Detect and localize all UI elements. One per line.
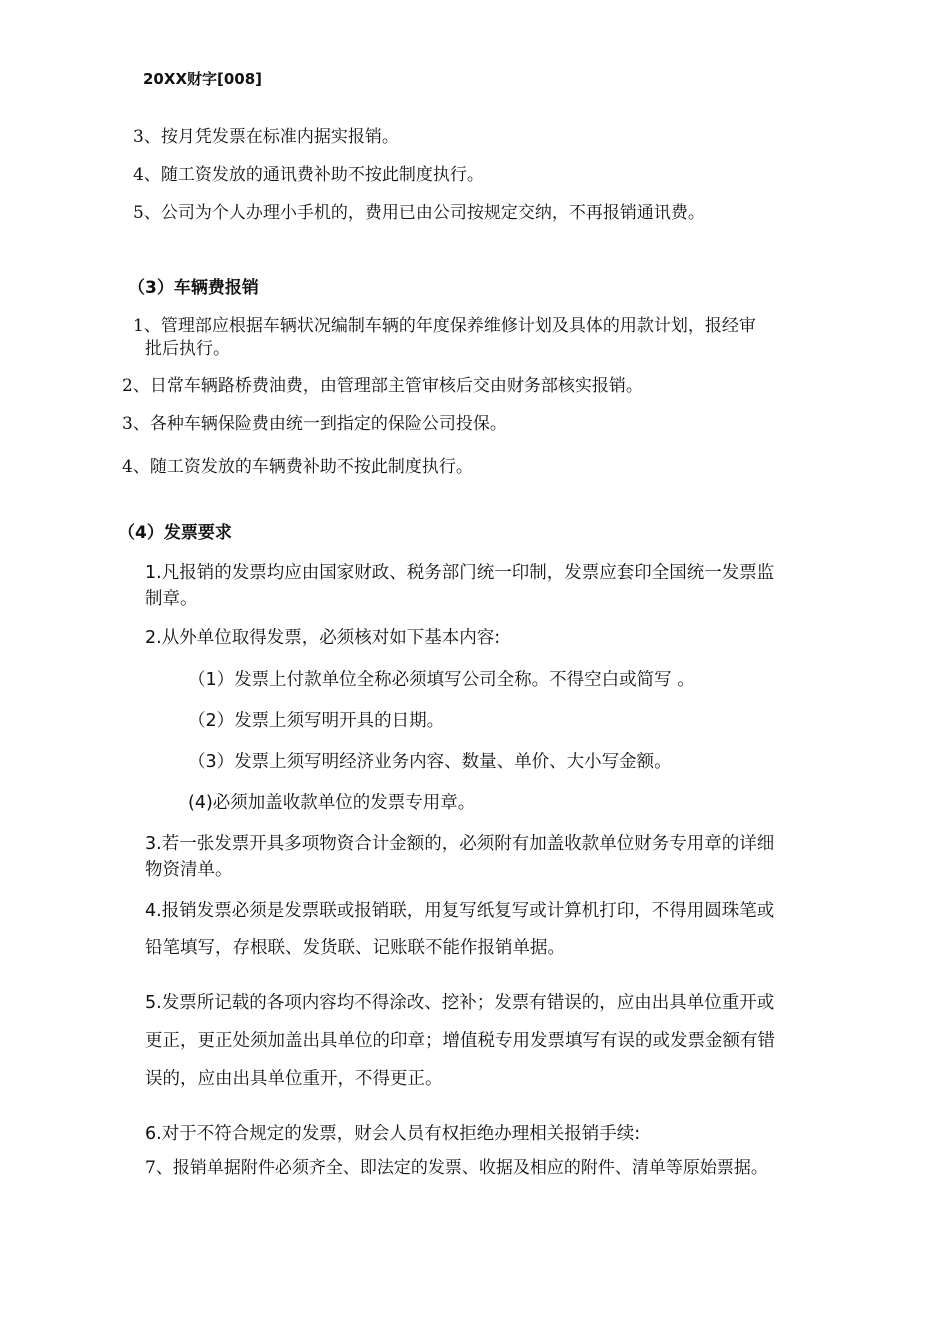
vehicle-item-4: 4、随工资发放的车辆费补助不按此制度执行。 [122, 457, 473, 477]
vehicle-item-3: 3、各种车辆保险费由统一到指定的保险公司投保。 [122, 414, 507, 434]
telecom-item-5: 5、公司为个人办理小手机的，费用已由公司按规定交纳，不再报销通讯费。 [133, 203, 705, 223]
vehicle-item-1-line-1: 1、管理部应根据车辆状况编制车辆的年度保养维修计划及具体的用款计划，报经审 [133, 316, 756, 336]
invoice-item-2: 2.从外单位取得发票，必须核对如下基本内容: [145, 628, 501, 648]
invoice-item-5-line-1: 5.发票所记载的各项内容均不得涂改、挖补；发票有错误的，应由出具单位重开或 [145, 993, 775, 1013]
telecom-item-4: 4、随工资发放的通讯费补助不按此制度执行。 [133, 165, 484, 185]
telecom-item-3: 3、按月凭发票在标准内据实报销。 [133, 127, 399, 147]
invoice-sub-3: （3）发票上须写明经济业务内容、数量、单价、大小写金额。 [188, 752, 672, 772]
vehicle-heading: （3）车辆费报销 [128, 278, 259, 298]
invoice-item-3-line-1: 3.若一张发票开具多项物资合计金额的，必须附有加盖收款单位财务专用章的详细 [145, 834, 775, 854]
invoice-item-1-line-1: 1.凡报销的发票均应由国家财政、税务部门统一印制，发票应套印全国统一发票监 [145, 563, 775, 583]
invoice-item-4-line-2: 铅笔填写，存根联、发货联、记账联不能作报销单据。 [145, 938, 565, 958]
invoice-item-6: 6.对于不符合规定的发票，财会人员有权拒绝办理相关报销手续: [145, 1124, 641, 1144]
invoice-item-5-line-2: 更正，更正处须加盖出具单位的印章；增值税专用发票填写有误的或发票金额有错 [145, 1031, 775, 1051]
invoice-sub-4: (4)必须加盖收款单位的发票专用章。 [188, 793, 476, 813]
vehicle-item-2: 2、日常车辆路桥费油费，由管理部主管审核后交由财务部核实报销。 [122, 376, 643, 396]
invoice-sub-2: （2）发票上须写明开具的日期。 [188, 711, 445, 731]
doc-code: 20XX财字[008] [143, 70, 263, 88]
invoice-sub-1: （1）发票上付款单位全称必须填写公司全称。不得空白或简写 。 [188, 670, 695, 690]
invoice-item-4-line-1: 4.报销发票必须是发票联或报销联，用复写纸复写或计算机打印，不得用圆珠笔或 [145, 901, 775, 921]
invoice-item-7: 7、报销单据附件必须齐全、即法定的发票、收据及相应的附件、清单等原始票据。 [145, 1158, 768, 1178]
invoice-item-5-line-3: 误的，应由出具单位重开，不得更正。 [145, 1069, 443, 1089]
vehicle-item-1-line-2: 批后执行。 [145, 339, 230, 359]
invoice-item-1-line-2: 制章。 [145, 589, 198, 609]
invoice-heading: （4）发票要求 [118, 523, 232, 543]
invoice-item-3-line-2: 物资清单。 [145, 860, 233, 880]
